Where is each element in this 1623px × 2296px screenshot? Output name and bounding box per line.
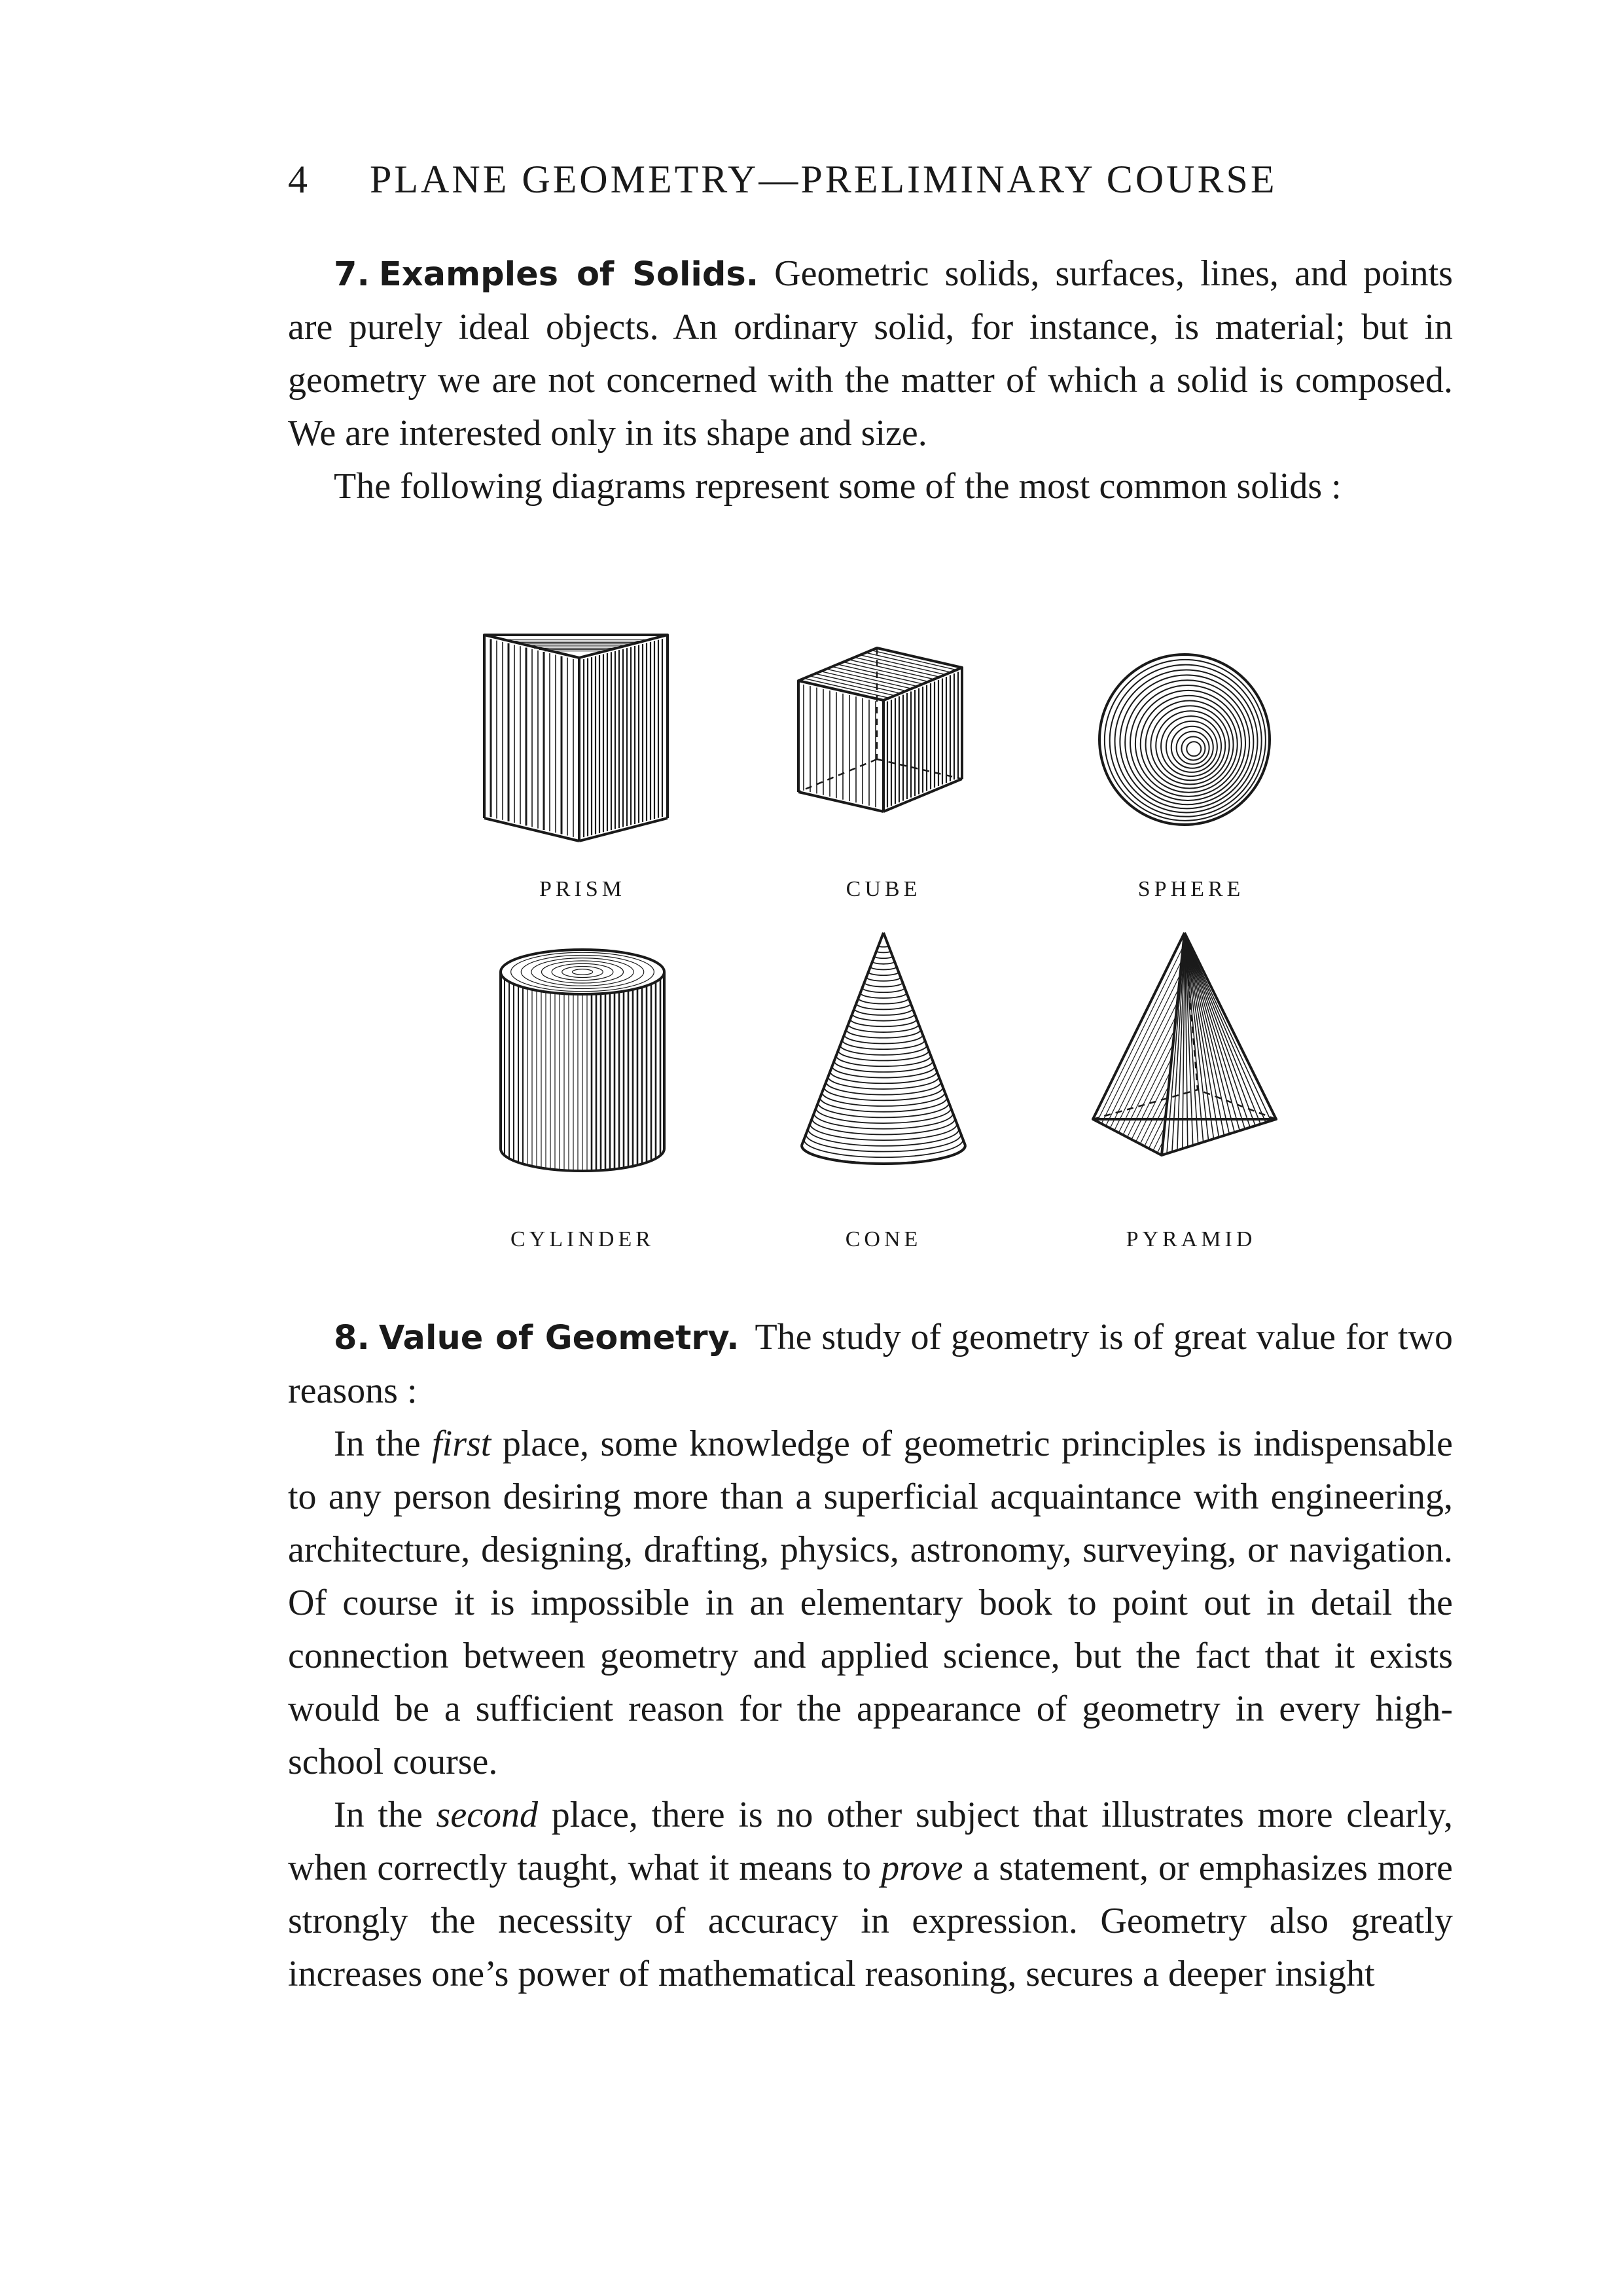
cube-illustration (785, 635, 982, 831)
section-8-title: Value of Geometry. (378, 1319, 740, 1357)
prism-illustration (471, 622, 681, 844)
p2-rest: a statement, or emphasizes more strongly the necessity of accuracy in expression. Geometry also greatly increases one’s power of mathematical reasoning, secures a deeper insight (288, 1848, 1453, 1994)
pyramid-illustration (1080, 923, 1289, 1178)
p1-rest: place, some knowledge of geometric principles is indispensable to any person desiring more than a superficial acquaintance with engineering, architecture, designing, drafting, physics, astronomy, surveying, or navigation. Of course it is impossible in an elementary book to point out in detail the connection between geometry and applied science, but the fact that it exists would be a sufficient reason for the appearance of geometry in every high-school course. (288, 1424, 1453, 1782)
section-7-paragraph-2: The following diagrams represent some of the most common solids : (334, 466, 1342, 507)
section-8-intro-text: The study of geometry is of great value for two reasons : (288, 1317, 1453, 1411)
p1-emphasis-first: first (432, 1424, 491, 1464)
section-8 (288, 1311, 1453, 2001)
prism-caption: PRISM (539, 877, 626, 901)
solids-figure (458, 622, 1309, 1276)
section-8-intro (288, 1311, 1453, 1418)
page-number: 4 (288, 158, 310, 201)
cone-caption: CONE (845, 1227, 922, 1251)
section-7-title: Examples of Solids. (378, 255, 759, 294)
cube-caption: CUBE (846, 877, 921, 901)
section-7-text-1: Geometric solids, surfaces, lines, and points are purely ideal objects. An ordinary solid, for instance, is material; but in geometry we are not concerned with the matter of which a solid is composed. We are interested only in its shape and size. (288, 253, 1453, 454)
p1-start: In the (334, 1424, 433, 1464)
section-7-paragraph-1 (288, 247, 1453, 460)
cylinder-caption: CYLINDER (510, 1227, 654, 1251)
cylinder-illustration (484, 936, 681, 1178)
p2-start: In the (334, 1795, 437, 1835)
section-8-paragraph-1 (288, 1418, 1453, 1789)
sphere-caption: SPHERE (1137, 877, 1245, 901)
p2-middle: place, there is no other subject that illustrates more clearly, when correctly taught, what it means to (288, 1795, 1454, 1888)
sphere-illustration (1086, 641, 1283, 838)
section-8-number: 8. (334, 1319, 370, 1357)
section-8-paragraph-2 (288, 1789, 1453, 2001)
section-7 (288, 247, 1453, 513)
cone-illustration (779, 923, 988, 1178)
running-header (288, 157, 1453, 202)
running-title: PLANE GEOMETRY—PRELIMINARY COURSE (370, 158, 1277, 201)
section-7-number: 7. (334, 255, 370, 294)
p2-emphasis-prove: prove (881, 1848, 963, 1888)
p2-emphasis-second: second (436, 1795, 539, 1835)
pyramid-caption: PYRAMID (1126, 1227, 1257, 1251)
